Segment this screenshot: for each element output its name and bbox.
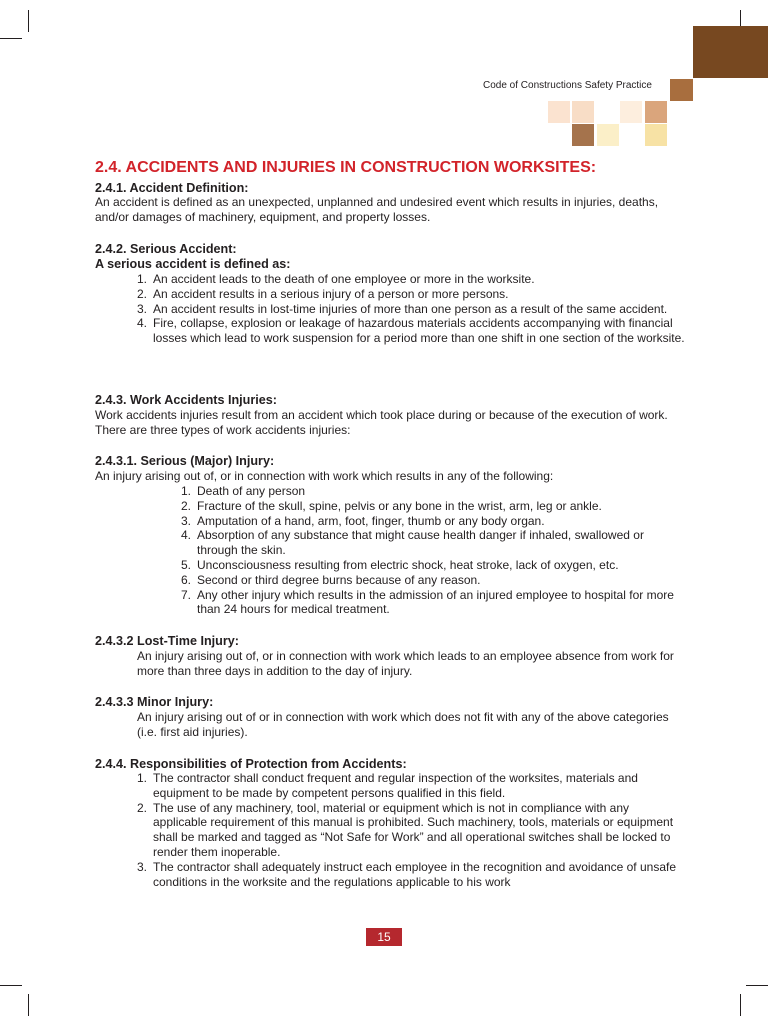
- decorative-tile: [548, 101, 570, 123]
- list-item: 4. Absorption of any substance that might cause health danger if inhaled, swallowed or through the skin.: [181, 528, 644, 558]
- paragraph-minor-injury: An injury arising out of or in connection with work which does not fit with any of the above categories (i.e. first aid injuries).: [137, 710, 669, 739]
- crop-mark: [740, 994, 741, 1016]
- heading-lost-time-injury: 2.4.3.2 Lost-Time Injury:: [95, 634, 239, 648]
- crop-mark: [28, 10, 29, 32]
- paragraph-accident-definition: An accident is defined as an unexpected, unplanned and undesired event which results in injuries, deaths, and/or damages of machinery, equipment, and property losses.: [95, 195, 659, 224]
- list-serious-major-injury: [181, 484, 685, 617]
- decorative-tile: [597, 124, 619, 146]
- list-item: 1. The contractor shall conduct frequent and regular inspection of the worksites, materials and equipment to be made by competent persons qualified in this field.: [137, 771, 638, 800]
- list-item: 6. Second or third degree burns because of any reason.: [181, 572, 481, 587]
- section-title: 2.4. ACCIDENTS AND INJURIES IN CONSTRUCTION WORKSITES:: [95, 159, 597, 176]
- heading-responsibilities: 2.4.4. Responsibilities of Protection from Accidents:: [95, 757, 407, 771]
- crop-mark: [0, 38, 22, 39]
- heading-serious-accident: 2.4.2. Serious Accident:: [95, 242, 237, 256]
- crop-mark: [28, 994, 29, 1016]
- heading-minor-injury: 2.4.3.3 Minor Injury:: [95, 695, 214, 709]
- crop-mark: [746, 985, 768, 986]
- list-item: 3. The contractor shall adequately instruct each employee in the recognition and avoidance of unsafe conditions in the worksite and the regulations applicable to his work: [137, 859, 676, 889]
- decorative-tile: [572, 101, 594, 123]
- list-item: 1. An accident leads to the death of one employee or more in the worksite.: [137, 272, 535, 286]
- list-serious-accident: [137, 272, 685, 346]
- crop-mark: [0, 985, 22, 986]
- heading-accident-definition: 2.4.1. Accident Definition:: [95, 181, 249, 195]
- decorative-tile: [645, 124, 667, 146]
- running-header: Code of Constructions Safety Practice: [483, 80, 652, 91]
- list-item: 1. Death of any person: [181, 484, 306, 498]
- paragraph-work-accidents-injuries: Work accidents injuries result from an accident which took place during or because of the execution of work. There are three types of work accidents injuries:: [95, 408, 668, 437]
- decorative-tile: [572, 124, 594, 146]
- list-item: 7. Any other injury which results in the admission of an injured employee to hospital for more than 24 hours for medical treatment.: [181, 587, 674, 617]
- paragraph-serious-major-injury: An injury arising out of, or in connection with work which results in any of the following:: [95, 469, 554, 483]
- heading-work-accidents-injuries: 2.4.3. Work Accidents Injuries:: [95, 393, 277, 407]
- decorative-tile: [693, 26, 768, 78]
- decorative-tile: [645, 101, 667, 123]
- paragraph-lost-time-injury: An injury arising out of, or in connection with work which leads to an employee absence from work for more than three days in addition to the day of injury.: [137, 649, 674, 678]
- list-responsibilities: [137, 771, 685, 889]
- heading-serious-major-injury: 2.4.3.1. Serious (Major) Injury:: [95, 454, 275, 468]
- list-item: 5. Unconsciousness resulting from electric shock, heat stroke, lack of oxygen, etc.: [181, 557, 619, 572]
- list-item: 2. The use of any machinery, tool, material or equipment which is not in compliance with any applicable requirement of this manual is prohibited. Such machinery, tools, materials or equipment shall be marked and tagged as “Not Safe for Work” and all operational switches shall be locked to render them inoperable.: [137, 800, 674, 859]
- list-item: 2. An accident results in a serious injury of a person or more persons.: [137, 286, 509, 301]
- subheading-serious-accident: A serious accident is defined as:: [95, 257, 291, 271]
- decorative-tile: [670, 79, 693, 101]
- list-item: 2. Fracture of the skull, spine, pelvis or any bone in the wrist, arm, leg or ankle.: [181, 498, 602, 513]
- list-item: 3. An accident results in lost-time injuries of more than one person as a result of the same accident.: [137, 301, 668, 316]
- list-item: 3. Amputation of a hand, arm, foot, finger, thumb or any body organ.: [181, 513, 545, 528]
- page-number: 15: [366, 928, 402, 946]
- decorative-tile: [620, 101, 642, 123]
- list-item: 4. Fire, collapse, explosion or leakage of hazardous materials accidents accompanying with financial losses which lead to work suspension for a period more than one shift in one section of the worksite.: [137, 316, 685, 346]
